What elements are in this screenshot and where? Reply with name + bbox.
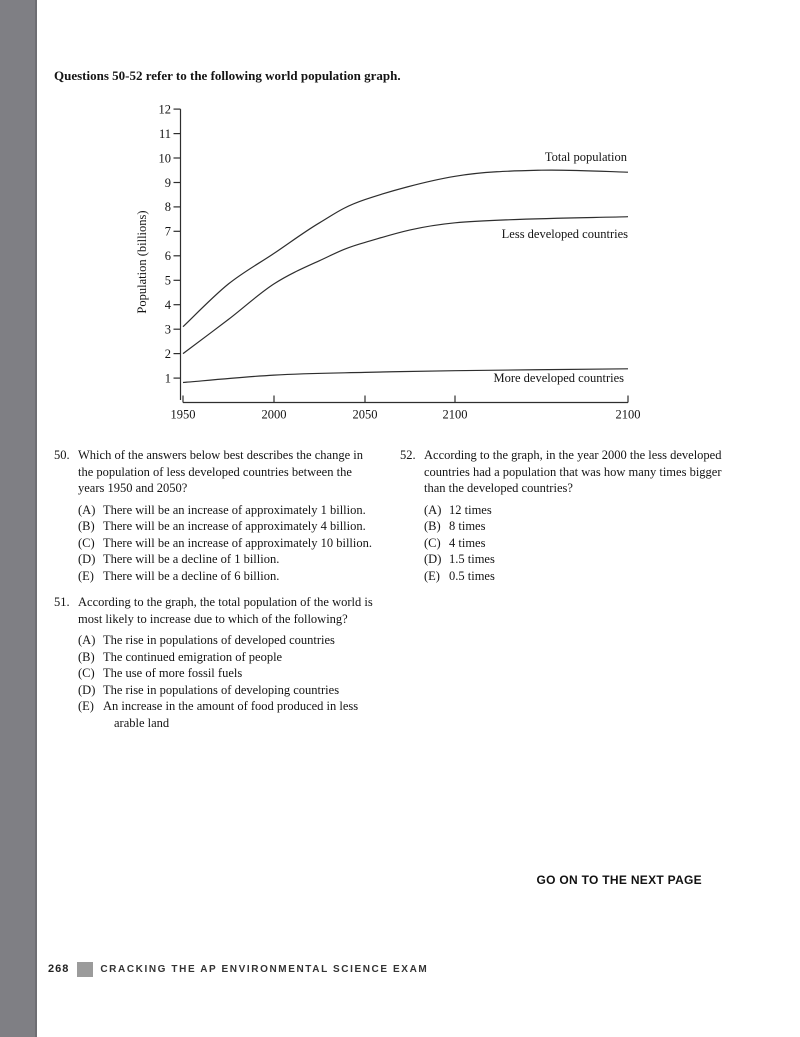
choice-a [78, 502, 376, 519]
x-tick-label: 1950 [170, 407, 196, 422]
x-tick-label: 2100 [442, 407, 468, 422]
y-tick-label: 6 [164, 249, 171, 264]
choice-label: (B) [78, 519, 95, 533]
x-tick-label: 2000 [261, 407, 287, 422]
y-tick-label: 5 [164, 273, 171, 288]
choices-list [424, 502, 722, 585]
page-edge-line [35, 0, 37, 1037]
y-tick-label: 3 [164, 322, 171, 337]
choice-c [78, 535, 376, 552]
series-label-more-developed: More developed countries [493, 371, 624, 385]
y-tick-label: 11 [158, 126, 171, 141]
choice-text: There will be a decline of 1 billion. [103, 552, 280, 566]
question-50 [54, 447, 376, 584]
choice-b [78, 518, 376, 535]
choice-c [424, 535, 722, 552]
choice-text: There will be a decline of 6 billion. [103, 568, 280, 583]
choices-list [78, 502, 376, 585]
y-tick-label: 9 [164, 175, 171, 190]
choice-text: 4 times [449, 535, 486, 550]
choice-text: The continued emigration of people [103, 649, 283, 664]
choice-text: There will be an increase of approximately 4 billion. [103, 519, 366, 533]
question-stem: According to the graph, the total population of the world is most likely to increase due to which of the following? [78, 595, 373, 626]
series-label-less-developed: Less developed countries [501, 227, 628, 241]
series-label-total-population: Total population [544, 150, 627, 164]
footer-square-icon [77, 962, 93, 977]
choice-c [78, 665, 376, 682]
question-stem: According to the graph, in the year 2000 the less developed countries had a population that was how many times bigger than the developed countries? [424, 448, 722, 495]
choice-label: (D) [424, 552, 442, 566]
y-tick-label: 4 [164, 298, 171, 312]
choice-label: (D) [78, 682, 96, 697]
page-number: 268 [48, 963, 70, 975]
question-number: 50. [54, 448, 70, 462]
questions-left-column [54, 447, 376, 731]
y-tick-label: 1 [164, 371, 171, 386]
question-51 [54, 594, 376, 731]
choice-text: There will be an increase of approximately 10 billion. [103, 535, 373, 550]
choice-text: 8 times [449, 519, 486, 533]
choice-a [424, 502, 722, 519]
curve-total-population [183, 170, 628, 327]
choice-label: (A) [78, 502, 96, 517]
choice-label: (A) [424, 502, 442, 517]
question-number: 52. [400, 448, 416, 462]
choice-label: (B) [78, 649, 95, 664]
choice-label: (C) [78, 535, 95, 550]
choice-d [78, 551, 376, 568]
choice-e [78, 568, 376, 585]
choice-label: (C) [78, 666, 95, 680]
y-tick-label: 7 [164, 224, 171, 239]
questions-section [54, 447, 722, 731]
world-population-chart [120, 95, 680, 430]
x-tick-label: 2100 [615, 407, 641, 422]
choice-label: (E) [424, 568, 440, 583]
choices-list [78, 632, 376, 731]
go-on-instruction: GO ON TO THE NEXT PAGE [536, 873, 702, 887]
y-tick-label: 8 [164, 200, 171, 215]
y-tick-label: 10 [158, 151, 171, 166]
page-footer [48, 960, 428, 978]
question-52 [400, 447, 722, 584]
book-title: CRACKING THE AP ENVIRONMENTAL SCIENCE EXAM [100, 963, 429, 975]
choice-b [424, 518, 722, 535]
y-tick-label: 12 [158, 102, 171, 117]
choice-text: 0.5 times [449, 568, 495, 583]
choice-label: (C) [424, 535, 441, 550]
choice-label: (E) [78, 699, 94, 713]
choice-e [424, 568, 722, 585]
questions-right-column [400, 447, 722, 731]
page-edge-band [0, 0, 35, 1037]
question-stem: Which of the answers below best describes the change in the population of less developed countries between the years 1950 and 2050? [78, 448, 363, 495]
choice-d [424, 551, 722, 568]
y-axis-title: Population (billions) [135, 210, 149, 314]
choice-b [78, 649, 376, 666]
choice-a [78, 632, 376, 649]
choice-text: The rise in populations of developing countries [103, 682, 340, 697]
choice-text: There will be an increase of approximately 1 billion. [103, 502, 366, 517]
choice-text: The use of more fossil fuels [103, 666, 243, 680]
y-tick-label: 2 [164, 346, 171, 361]
choice-d [78, 682, 376, 699]
choice-text: An increase in the amount of food produced in less arable land [103, 699, 359, 730]
choice-text: 1.5 times [449, 552, 495, 566]
choice-label: (D) [78, 552, 96, 566]
choice-label: (E) [78, 568, 94, 583]
choice-label: (B) [424, 519, 441, 533]
question-number: 51. [54, 595, 70, 609]
choice-e [78, 698, 376, 731]
question-group-header: Questions 50-52 refer to the following world population graph. [54, 68, 401, 83]
choice-text: The rise in populations of developed countries [103, 633, 335, 647]
choice-label: (A) [78, 633, 96, 647]
choice-text: 12 times [449, 502, 492, 517]
x-tick-label: 2050 [352, 407, 378, 422]
